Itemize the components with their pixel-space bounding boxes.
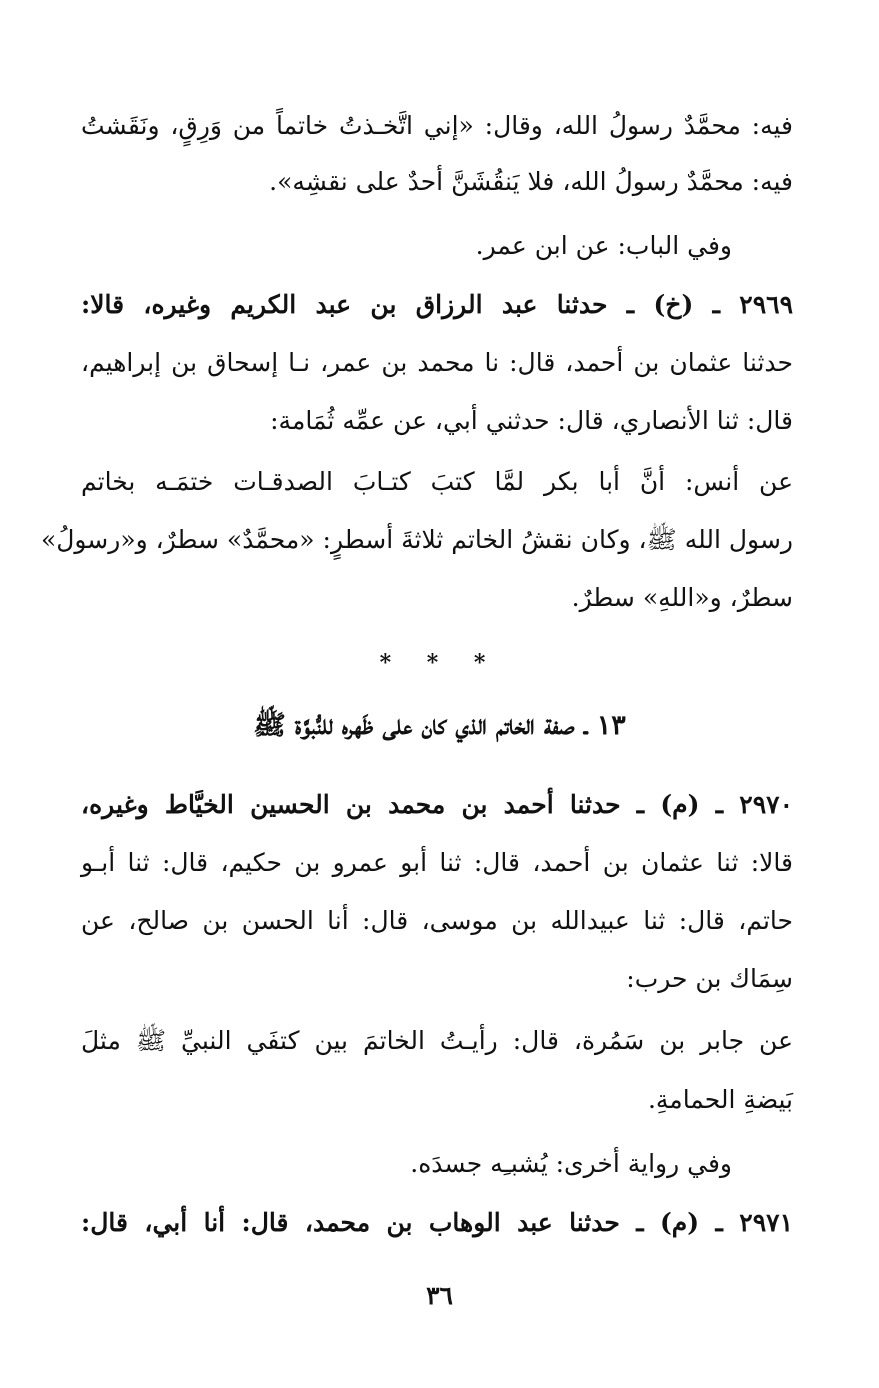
text-line-2: فيه: محمَّدٌ رسولُ الله، فلا يَنقُشَنَّ أحدٌ على نقشِه». — [269, 167, 793, 196]
text-line-9: سطرٌ، و«اللهِ» سطرٌ. — [571, 583, 793, 612]
text-line-15: بَيضةِ الحمامةِ. — [647, 1085, 793, 1114]
text-line-3: وفي الباب: عن ابن عمر. — [475, 231, 732, 260]
hadith-2971-header: ٢٩٧١ ـ (م) ـ حدثنا عبد الوهاب بن محمد، قال: أنا أبي، قال: — [81, 1208, 793, 1237]
text-line-12: حاتم، قال: ثنا عبيدالله بن موسى، قال: أنا الحسن بن صالح، عن — [81, 906, 793, 935]
text-line-6: قال: ثنا الأنصاري، قال: حدثني أبي، عن عمِّه ثُمَامة: — [270, 406, 793, 435]
text-line-8: رسول الله ﷺ، وكان نقشُ الخاتم ثلاثةَ أسطرٍ: «محمَّدٌ» سطرٌ، و«رسولُ» — [40, 525, 793, 554]
section-separator: * * * — [379, 650, 500, 676]
text-line-14: عن جابر بن سَمُرة، قال: رأيـتُ الخاتمَ بين كتفَي النبيِّ ﷺ مثلَ — [81, 1026, 793, 1055]
text-line-5: حدثنا عثمان بن أحمد، قال: نا محمد بن عمر، نـا إسحاق بن إبراهيم، — [81, 348, 793, 377]
hadith-2969-header: ٢٩٦٩ ـ (خ) ـ حدثنا عبد الرزاق بن عبد الكريم وغيره، قالا: — [81, 290, 793, 319]
page-number: ٣٦ — [426, 1281, 453, 1310]
text-line-13: سِمَاك بن حرب: — [626, 964, 793, 993]
text-line-16: وفي رواية أخرى: يُشبـِه جسدَه. — [410, 1149, 732, 1178]
text-line-7: عن أنس: أنَّ أبا بكر لمَّا كتبَ كتـابَ الصدقـات ختمَـه بخاتم — [81, 467, 793, 496]
section-heading: ١٣ ـ صفة الخاتم الذي كان على ظَهره للنُّبوَّة ﷺ — [253, 710, 626, 741]
text-line-1: فيه: محمَّدٌ رسولُ الله، وقال: «إني اتَّخـذتُ خاتماً من وَرِقٍ، ونَقَشتُ — [81, 111, 793, 140]
text-line-11: قالا: ثنا عثمان بن أحمد، قال: ثنا أبو عمرو بن حكيم، قال: ثنا أبـو — [81, 848, 793, 877]
hadith-2970-header: ٢٩٧٠ ـ (م) ـ حدثنا أحمد بن محمد بن الحسين الخيَّاط وغيره، — [81, 790, 793, 819]
